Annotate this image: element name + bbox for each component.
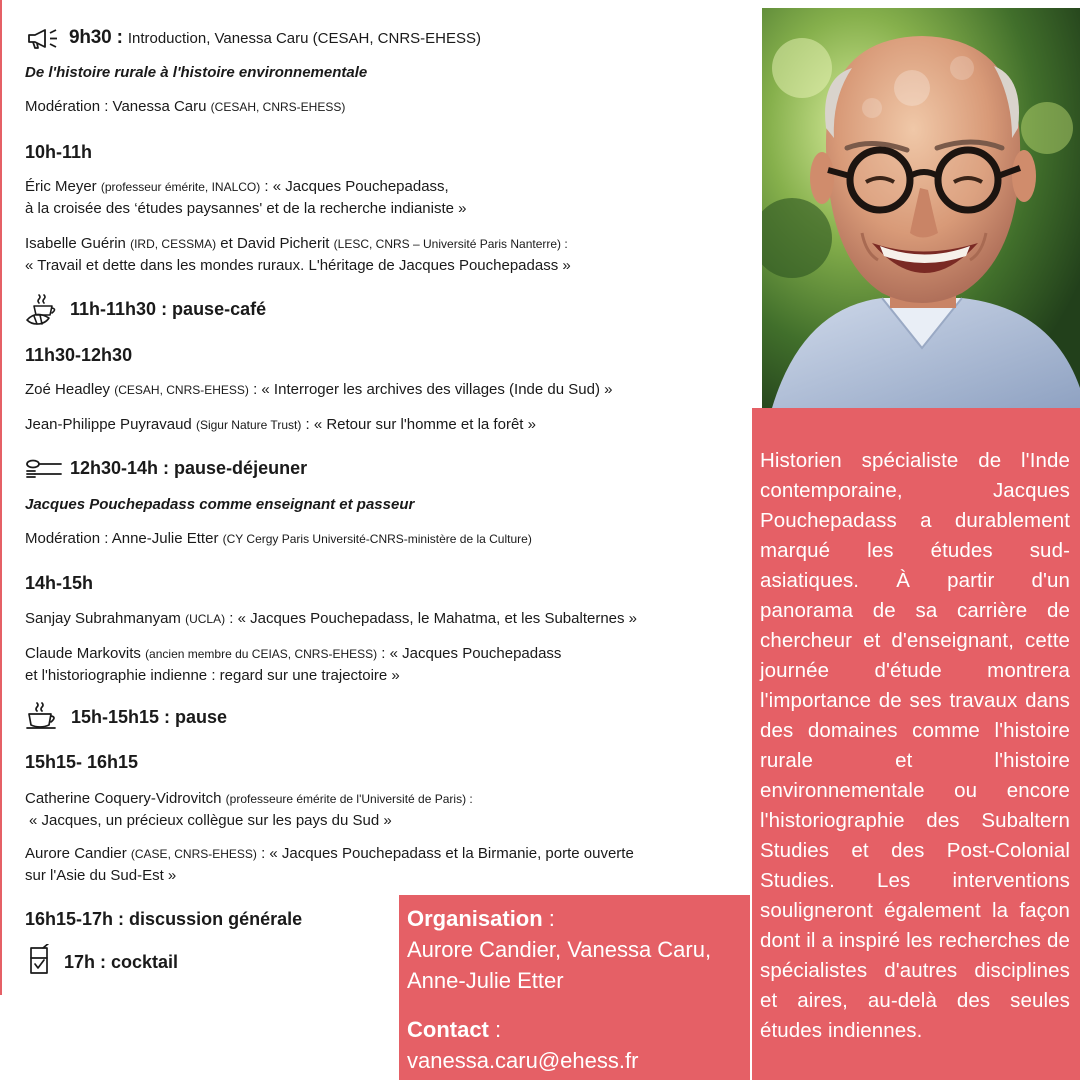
cutlery-icon [25,458,65,482]
organisation-panel [399,895,750,1080]
intro-text: Introduction, Vanessa Caru (CESAH, CNRS-EHESS) [127,30,481,47]
organisation-heading: Organisation : [407,906,555,931]
session1-title: De l'histoire rurale à l'histoire environnementale [25,64,368,81]
slot3-time: 14h-15h [25,573,94,593]
slot1-time: 10h-11h [25,142,93,162]
slot4-time: 15h15- 16h15 [25,752,139,772]
contact-heading: Contact : [407,1017,502,1042]
program-column: 9h30 : Introduction, Vanessa Caru (CESAH, CNRS-EHESS) De l'histoire rurale à l'histoire environnementale Modération : Vanessa Caru (CESAH, CNRS-EHESS) 10h-11h Éric Meyer (professeur émérite, INALCO) : « Jacques Pouchepadass, à la croisée des ‘études paysannes' et de la recherche indianiste » Isabelle Guérin (IRD, CESSMA) et David Picherit (LESC, CNRS – Université Paris Nanterre) : « Travail et dette dans les mondes ruraux. L'héritage de Jacques Pouchepadass » 11h-11h30 : pause-café 11h30-12h30 Zoé Headley (CESAH, CNRS-EHESS) : « Interroger les archives des villages (Inde du Sud) » Jean-Philippe Puyravaud (Sigur Nature Trust) : « Retour sur l'homme et la forêt » 12h30-14h : pause-déjeuner Jacques Pouchepadass comme enseignant et passeur Modération : Anne-Julie Etter (CY Cergy Paris Université-CNRS-ministère de la Culture) 14h-15h Sanjay Subrahmanyam (UCLA) : « Jacques Pouchepadass, le Mahatma, et les Subalternes » Claude Markovits (ancien membre du CEIAS, CNRS-EHESS) : « Jacques Pouchepadass et l'historiographie indienne : regard sur une trajectoire » 15h-15h15 : pause 15h15- 16h15 Catherine Coquery-Vidrovitch (professeure émérite de l'Université de Paris) : « Jacques, un précieux collègue sur les pays du Sud » Aurore Candier (CASE, CNRS-EHESS) : « Jacques Pouchepadass et la Birmanie, porte ouverte sur l'Asie du Sud-Est » 16h15-17h : discussion générale 17h : cocktail [25,0,745,1080]
megaphone-icon [25,27,65,51]
description-panel [752,408,1080,1080]
session1-moderation: Modération : Vanessa Caru (CESAH, CNRS-EHESS) [25,98,346,115]
contact-email-link[interactable]: vanessa.caru@ehess.fr [407,1048,639,1073]
left-accent-rule [0,0,2,995]
coffee-cup-icon [25,702,65,732]
talk-markovits: Claude Markovits (ancien membre du CEIAS, CNRS-EHESS) : « Jacques Pouchepadass et l'historiographie indienne : regard sur une trajectoire » [25,645,562,684]
talk-coquery: Catherine Coquery-Vidrovitch (professeure émérite de l'Université de Paris) : « Jacques, un précieux collègue sur les pays du Sud » [25,790,473,829]
slot2-time: 11h30-12h30 [25,345,133,365]
organisation-line1: Aurore Candier, Vanessa Caru, [407,937,712,962]
talk-subrahmanyam: Sanjay Subrahmanyam (UCLA) : « Jacques Pouchepadass, le Mahatma, et les Subalternes » [25,610,638,627]
description-text: Historien spécialiste de l'Inde contemporaine, Jacques Pouchepadass a durablement marqué les études sud-asiatiques. À partir d'un panorama de sa carrière de chercheur et d'enseignant, cette journée d'étude montrera l'importance de ses travaux dans des domaines comme l'histoire rurale et l'histoire environnementale ou encore l'historiographie des Subaltern Studies et des Post-Colonial Studies. Les interventions souligneront également la façon dont il a inspiré les recherches de spécialistes d'autres disciplines et aires, au-delà des seules études indiennes. [760,449,1070,1042]
intro-time: 9h30 : [69,27,123,48]
talk-puyravaud: Jean-Philippe Puyravaud (Sigur Nature Trust) : « Retour sur l'homme et la forêt » [25,416,536,433]
session2-title: Jacques Pouchepadass comme enseignant et passeur [25,496,415,513]
talk-headley: Zoé Headley (CESAH, CNRS-EHESS) : « Interroger les archives des villages (Inde du Sud) » [25,381,613,398]
coffee-croissant-icon [25,293,65,327]
session2-moderation: Modération : Anne-Julie Etter (CY Cergy Paris Université-CNRS-ministère de la Culture) [25,530,532,547]
talk-guerin-picherit: Isabelle Guérin (IRD, CESSMA) et David Picherit (LESC, CNRS – Université Paris Nanterre) : « Travail et dette dans les mondes ruraux. L'héritage de Jacques Pouchepadass » [25,235,571,274]
organisation-line2: Anne-Julie Etter [407,968,564,993]
talk-candier: Aurore Candier (CASE, CNRS-EHESS) : « Jacques Pouchepadass et la Birmanie, porte ouverte sur l'Asie du Sud-Est » [25,845,634,884]
cocktail-glass-icon [25,944,55,978]
talk-meyer: Éric Meyer (professeur émérite, INALCO) : « Jacques Pouchepadass, à la croisée des ‘études paysannes' et de la recherche indianiste » [25,178,467,217]
portrait-photo [762,8,1080,408]
discussion: 16h15-17h : discussion générale [25,909,303,929]
